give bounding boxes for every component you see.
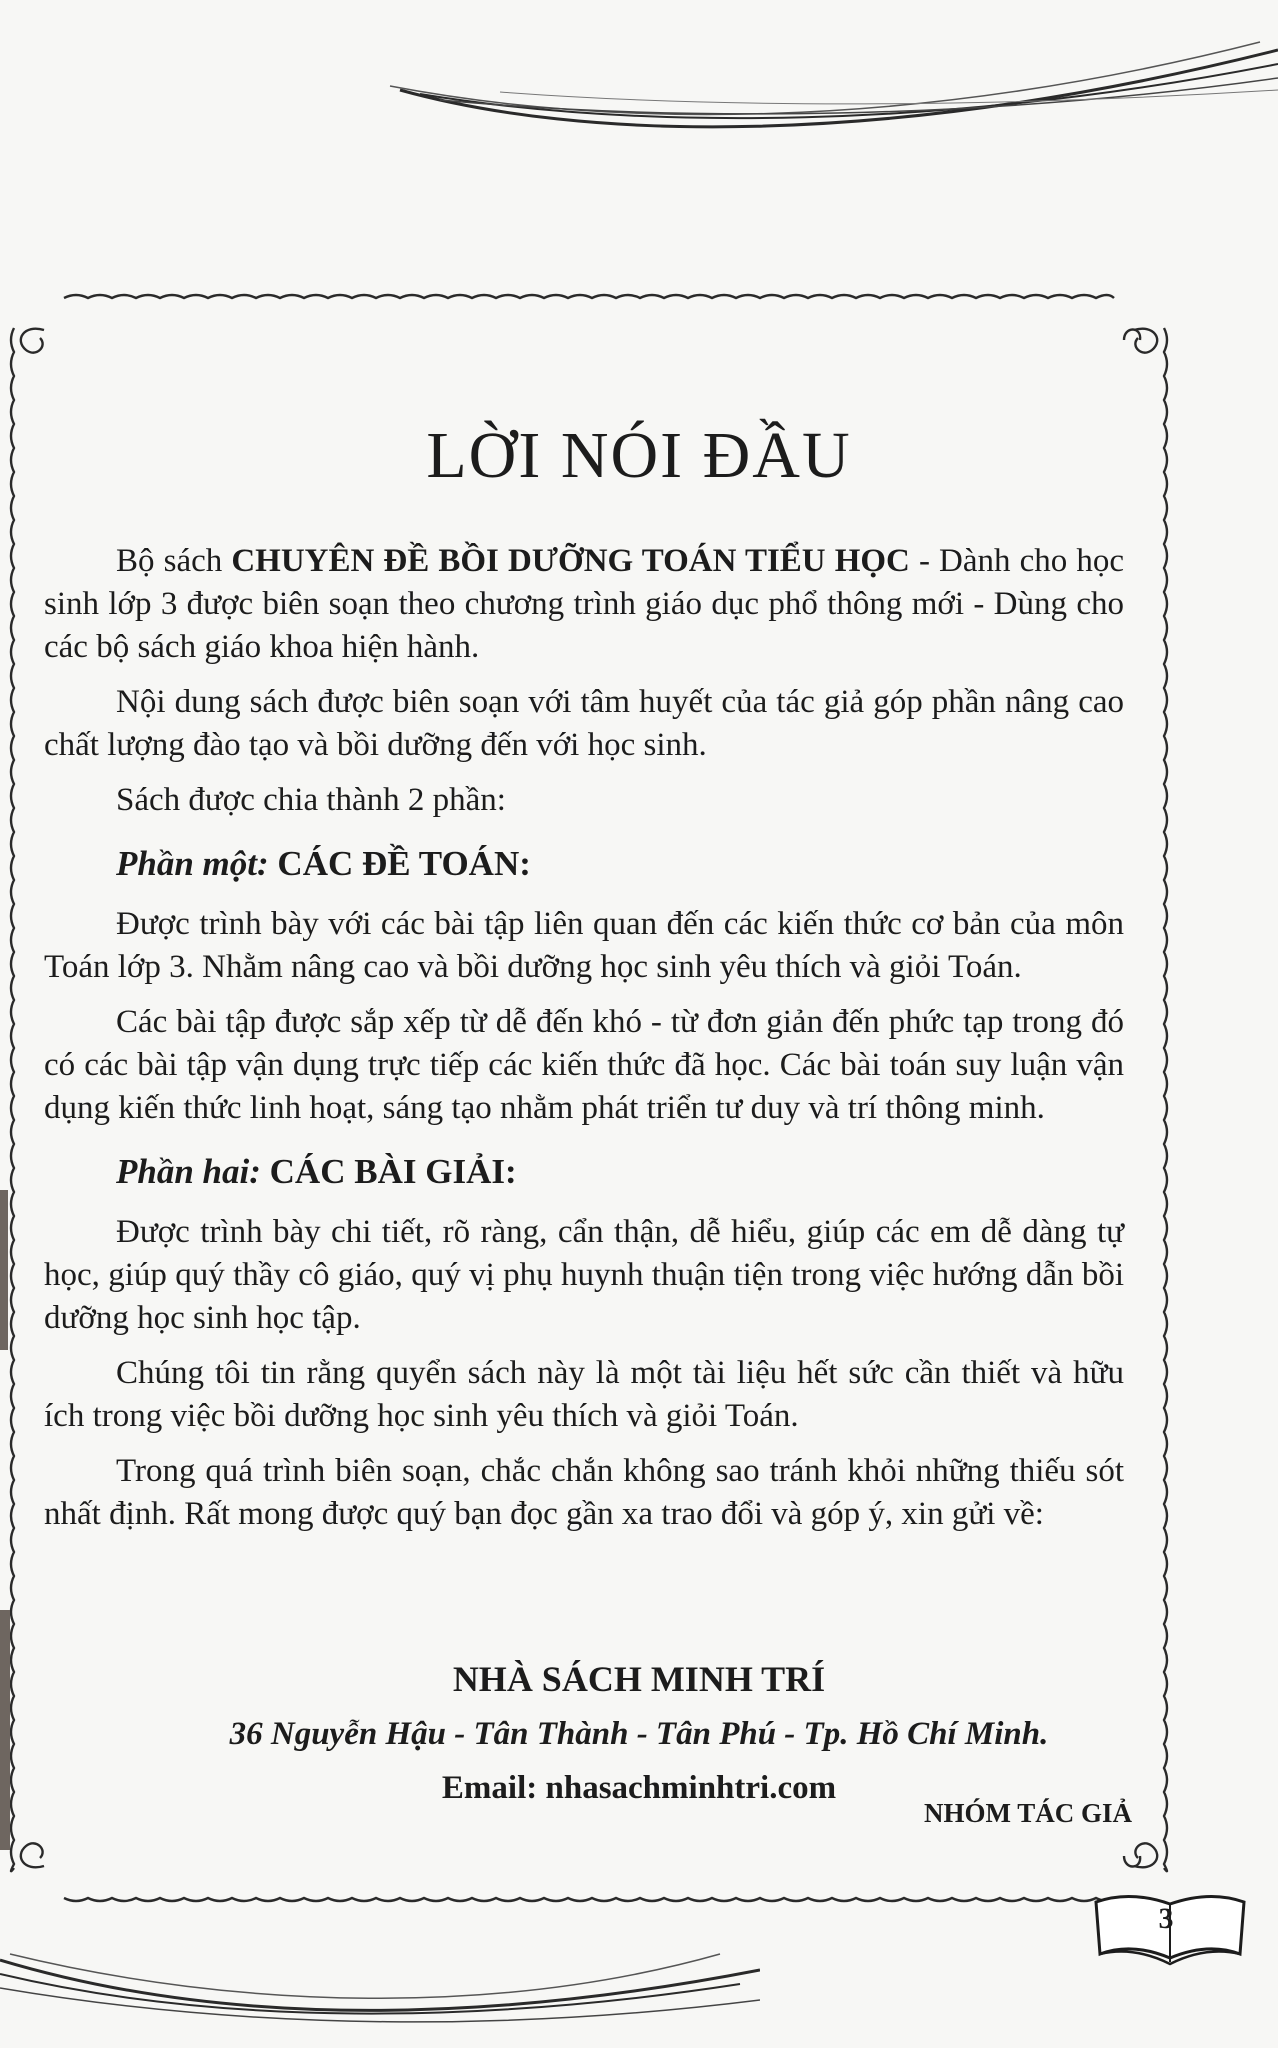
part-one-title: CÁC ĐỀ TOÁN:: [277, 844, 531, 883]
paragraph-content: Nội dung sách được biên soạn với tâm huyết của tác giả góp phần nâng cao chất lượng đào tạo và bồi dưỡng đến với học sinh.: [44, 684, 1124, 763]
publisher-address: 36 Nguyễn Hậu - Tân Thành - Tân Phú - Tp. Hồ Chí Minh.: [229, 1716, 1049, 1752]
bottom-swoosh-ornament: [0, 1940, 760, 2040]
part-one-label: Phần một:: [116, 844, 269, 883]
paragraph-belief: Chúng tôi tin rằng quyển sách này là một tài liệu hết sức cần thiết và hữu ích trong việc bồi dưỡng học sinh yêu thích và giỏi Toán.: [44, 1355, 1124, 1434]
paragraph-intro: [44, 540, 1124, 669]
intro-prefix: Bộ sách: [116, 543, 232, 579]
paragraph-exercises: Các bài tập được sắp xếp từ dễ đến khó - từ đơn giản đến phức tạp trong đó có các bài tập vận dụng trực tiếp các kiến thức đã học. Các bài toán suy luận vận dụng kiến thức linh hoạt, sáng tạo nhằm phát triển tư duy và trí thông minh.: [44, 1004, 1124, 1126]
paragraph-part-one-desc: Được trình bày với các bài tập liên quan đến các kiến thức cơ bản của môn Toán lớp 3. Nhằm nâng cao và bồi dưỡng học sinh yêu thích và giỏi Toán.: [44, 906, 1124, 985]
part-one-heading: [44, 842, 1124, 885]
book-series-title: CHUYÊN ĐỀ BỒI DƯỠNG TOÁN TIỂU HỌC: [231, 543, 910, 579]
publisher-email: Email: nhasachminhtri.com: [441, 1770, 837, 1806]
page-title: LỜI NÓI ĐẦU: [426, 419, 852, 492]
page-number: 3: [1158, 1902, 1174, 1935]
part-two-label: Phần hai:: [116, 1152, 261, 1191]
paragraph-parts: Sách được chia thành 2 phần:: [116, 782, 506, 818]
paragraph-part-two-desc: Được trình bày chi tiết, rõ ràng, cẩn thận, dễ hiểu, giúp các em dễ dàng tự học, giúp quý thầy cô giáo, quý vị phụ huynh thuận tiện trong việc hướng dẫn bồi dưỡng học sinh học tập.: [44, 1214, 1124, 1336]
publisher-name: NHÀ SÁCH MINH TRÍ: [452, 1659, 826, 1699]
intro-suffix: - Dành cho học sinh lớp 3 được biên soạn theo chương trình giáo dục phổ thông mới - Dùng cho các bộ sách giáo khoa hiện hành.: [44, 543, 1124, 665]
publisher-block: [0, 1652, 1278, 1814]
author-signature: NHÓM TÁC GIẢ: [923, 1798, 1132, 1828]
part-two-title: CÁC BÀI GIẢI:: [269, 1152, 517, 1191]
part-two-heading: [44, 1150, 1124, 1193]
preface-body: [44, 540, 1124, 1556]
paragraph-feedback: Trong quá trình biên soạn, chắc chắn không sao tránh khỏi những thiếu sót nhất định. Rất mong được quý bạn đọc gần xa trao đổi và góp ý, xin gửi về:: [44, 1453, 1124, 1532]
